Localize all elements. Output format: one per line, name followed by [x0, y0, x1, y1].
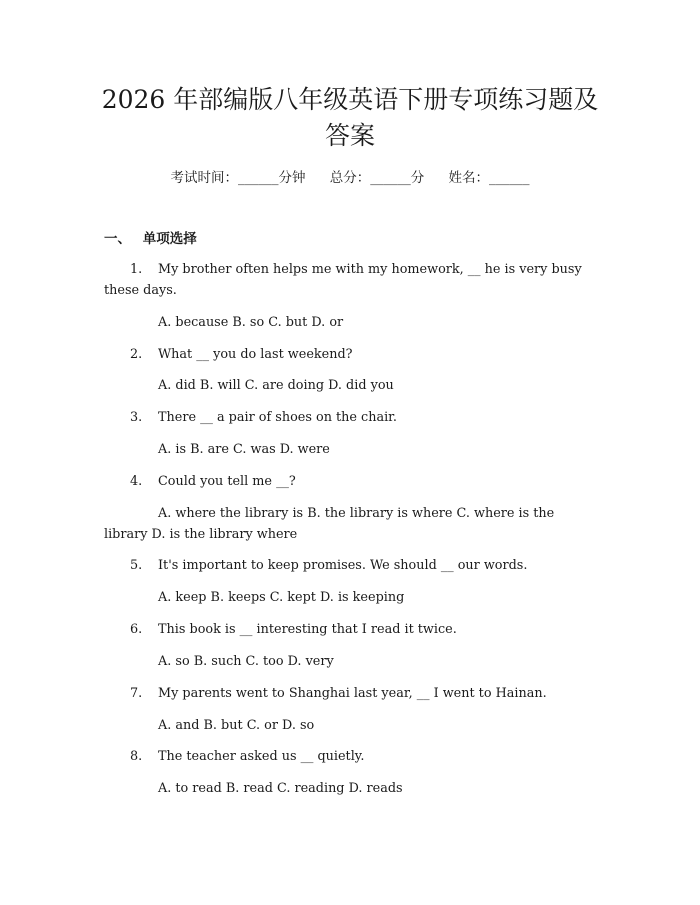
question-text: What __ you do last weekend?	[158, 347, 353, 362]
question-options: A. did B. will C. are doing D. did you	[158, 378, 394, 393]
question-stem	[104, 407, 592, 428]
question-number: 4.	[130, 474, 143, 489]
question-text: This book is __ interesting that I read it twice.	[158, 622, 457, 637]
question-stem	[104, 683, 592, 704]
question-number: 1.	[130, 262, 143, 277]
question-text: Could you tell me __?	[158, 474, 296, 489]
question-number: 3.	[130, 410, 143, 425]
question-number: 6.	[130, 622, 143, 637]
question-text: My parents went to Shanghai last year, __ I went to Hainan.	[158, 686, 547, 701]
question-text: There __ a pair of shoes on the chair.	[158, 410, 397, 425]
question-text: My brother often helps me with my homework, __ he is very busy these days.	[104, 262, 582, 298]
question-number: 5.	[130, 558, 143, 573]
question-text: It's important to keep promises. We should __ our words.	[158, 558, 528, 573]
question-options: A. keep B. keeps C. kept D. is keeping	[158, 590, 405, 605]
question-stem	[104, 619, 592, 640]
title-line-1: 2026 年部编版八年级英语下册专项练习题及	[101, 85, 599, 114]
student-name: 姓名：______	[448, 170, 530, 186]
question-number: 7.	[130, 686, 143, 701]
question-number: 8.	[130, 749, 143, 764]
question-options: A. to read B. read C. reading D. reads	[158, 781, 403, 796]
question-stem	[104, 746, 592, 767]
question-stem	[104, 344, 592, 365]
section-title: 单项选择	[142, 231, 197, 247]
question-options: A. is B. are C. was D. were	[158, 442, 330, 457]
question-options: A. and B. but C. or D. so	[158, 718, 315, 733]
question-stem	[104, 555, 592, 576]
question-text: The teacher asked us __ quietly.	[158, 749, 365, 764]
question-options: A. so B. such C. too D. very	[158, 654, 334, 669]
exam-time: 考试时间：______分钟	[170, 170, 306, 186]
document-title	[60, 82, 640, 154]
exam-meta	[0, 168, 700, 188]
section-heading	[104, 229, 197, 249]
question-options: A. where the library is B. the library is where C. where is the library D. is the library where	[104, 506, 555, 542]
title-line-2: 答案	[324, 121, 375, 150]
question-stem	[104, 471, 592, 492]
question-number: 2.	[130, 347, 143, 362]
question-options: A. because B. so C. but D. or	[158, 315, 344, 330]
total-score: 总分：______分	[329, 170, 425, 186]
question-stem	[104, 259, 592, 301]
section-number: 一、	[104, 231, 131, 247]
